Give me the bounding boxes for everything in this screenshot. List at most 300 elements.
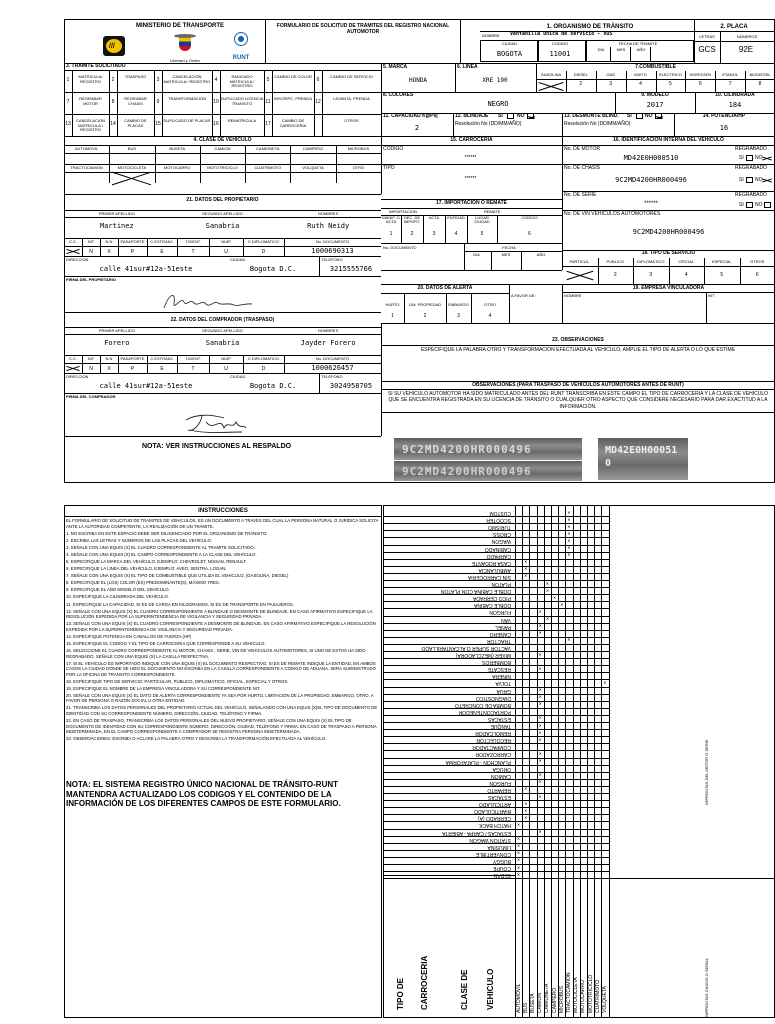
grid-line bbox=[529, 505, 530, 1018]
carroceria-mark[interactable]: ✕ bbox=[538, 687, 542, 692]
carroceria-row-label: SCOOTER bbox=[486, 517, 511, 524]
tramite-number: 17 bbox=[265, 121, 271, 127]
serie-value[interactable]: ****** bbox=[643, 201, 658, 207]
propietario-title: 21. DATOS DEL PROPIETARIO bbox=[186, 197, 259, 203]
desmonte-si-checkbox[interactable] bbox=[636, 113, 643, 119]
carroceria-mark[interactable]: ✕ bbox=[545, 580, 550, 586]
blindaje-no-checkbox[interactable] bbox=[527, 113, 534, 119]
comprador-telefono-label: TELEFONO bbox=[321, 374, 343, 379]
propietario-doc-type[interactable]: NIT bbox=[87, 239, 95, 244]
propietario-segundo-apellido[interactable]: Sanabria bbox=[205, 222, 240, 230]
placa-letras-value[interactable]: GCS bbox=[698, 45, 716, 54]
comprador-primer-apellido[interactable]: Forero bbox=[104, 339, 130, 347]
servicio-option[interactable]: DIPLOMÁTICO bbox=[636, 259, 665, 264]
potencia-title: 14. POTENCIA/HP bbox=[702, 113, 746, 119]
tramite-option[interactable]: TRANSFORMACION bbox=[168, 96, 206, 101]
import-grid bbox=[381, 215, 562, 243]
combustible-number: 5 bbox=[669, 81, 672, 87]
instruction-item: 13. SEÑALE CON UNA EQUIS (X) EL CUADRO CORRESPONDIENTE A DESMONTE DE BLINDAJE, EN CASO AFIRMATIVO ESPECIFIQUE LA RESOLUCIÓN EXPEDIDA POR LA SUPERINTENDENCIA DE VIGILANCIA Y SEGURIDAD PRIVADA. bbox=[66, 621, 376, 632]
motor-no-mark[interactable] bbox=[762, 155, 772, 161]
tramite-option[interactable]: DUPLICADO LICENCIA TRANSITO bbox=[220, 96, 264, 106]
ministry-logo: /// bbox=[103, 36, 125, 56]
grid-line bbox=[109, 70, 110, 136]
propietario-firma-label: FIRMA DEL PROPIETARIO bbox=[66, 277, 116, 282]
carroceria-mark[interactable]: ✕ bbox=[567, 537, 571, 543]
propietario-doc-type[interactable]: NUIP bbox=[221, 239, 231, 244]
propietario-nombres[interactable]: Ruth Neidy bbox=[307, 222, 350, 230]
carroceria-row-label: ESTACAS / CARPA - ABIERTA bbox=[442, 829, 511, 836]
motor-si: SI bbox=[739, 155, 744, 161]
carroceria-row-label: BIARTICULADO bbox=[474, 808, 511, 815]
organismo-fecha-label: FECHA DE TRAMITE bbox=[618, 41, 658, 46]
carroceria-mark[interactable]: ✕ bbox=[538, 665, 542, 671]
tramite-option[interactable]: MATRICULA/ REGISTRO bbox=[78, 74, 103, 84]
observaciones-traspaso-text: SI SU VEHICULO AUTOMOTOR HA SIDO MATRICULADO ANTES DEL RUNT TRANSCRIBA EN ESTE CAMPO EL TIPO DE CARROCERIA Y LA CLASE DE VEHICULO QUE SE ENCUENTRA REGISTRADA EN SU LICENCIA DE TRANSITO O CUALQUIER OTRO ASPECTO QUE CONSIDERE NECESARIO PARA DAR EXACTITUD A LA INFORMACIÓN. bbox=[387, 391, 769, 410]
carroceria-row-label: CONVERTIBLE bbox=[475, 850, 511, 857]
propietario-cc-mark[interactable] bbox=[66, 247, 80, 255]
grid-line bbox=[64, 114, 381, 115]
clase-option[interactable]: VOLQUETA bbox=[302, 165, 324, 170]
desmonte-no-checkbox[interactable] bbox=[655, 113, 662, 119]
carroceria-mark[interactable]: ✕ bbox=[524, 814, 528, 820]
servicio-number: 6 bbox=[755, 272, 759, 278]
carroceria-mark[interactable]: ✕ bbox=[567, 530, 571, 536]
grid-line bbox=[745, 71, 746, 92]
serie-si-checkbox[interactable] bbox=[746, 202, 753, 208]
propietario-ciudad[interactable]: Bogota D.C. bbox=[249, 265, 297, 273]
tramite-option[interactable]: RADICADO MATRICULA / REGISTRO bbox=[229, 74, 255, 89]
carroceria-title: 15. CARROCERIA bbox=[450, 137, 493, 143]
comprador-ciudad-label: CIUDAD bbox=[230, 374, 246, 379]
grid-line bbox=[558, 505, 559, 1018]
chasis-regrabado-label: REGRABADO bbox=[735, 165, 767, 171]
comprador-doc-type[interactable]: C.EXTRANJ. bbox=[150, 356, 174, 361]
tramite-number: 13 bbox=[65, 121, 71, 127]
organismo-ano-label: AÑO bbox=[636, 47, 646, 52]
carroceria-mark[interactable]: ✕ bbox=[567, 523, 571, 529]
blindaje-si-checkbox[interactable] bbox=[507, 113, 514, 119]
organismo-dia-label: DÍA bbox=[597, 47, 605, 52]
import-option[interactable]: ACTA bbox=[428, 215, 440, 220]
colores-value[interactable]: NEGRO bbox=[487, 100, 509, 108]
carroceria-row-label: LIMUSINA bbox=[487, 843, 511, 850]
carroceria-column-label: MICROBUS bbox=[558, 986, 565, 1013]
instruction-item: 1. NO ESCRIBA EN ESTE ESPACIO DEBE SER DILIGENCIADO POR EL ORGANISMO DE TRÁNSITO. bbox=[66, 530, 268, 536]
serie-no: NO bbox=[755, 202, 763, 208]
carroceria-row-label: NIÑERA bbox=[492, 673, 511, 680]
nota-reverso: NOTA: VER INSTRUCCIONES AL RESPALDO bbox=[142, 443, 292, 450]
carroceria-mark[interactable]: ✕ bbox=[567, 637, 571, 643]
comprador-doc-type[interactable]: No. DOCUMENTO bbox=[315, 356, 350, 361]
tramite-option[interactable]: TRASPASO bbox=[124, 74, 147, 79]
propietario-primer-apellido-label: PRIMER APELLIDO bbox=[98, 211, 135, 216]
propietario-primer-apellido[interactable]: Martinez bbox=[99, 222, 134, 230]
clase-option[interactable]: CAMIONETA bbox=[256, 146, 280, 151]
tramite-option[interactable]: CAMBIO DE SERVICIO bbox=[330, 74, 373, 79]
propietario-doc-type[interactable]: C.DIPLOMATICO bbox=[247, 239, 280, 244]
carroceria-mark[interactable]: ✕ bbox=[538, 608, 542, 614]
carroceria-row-label: DOBLE CABINA bbox=[474, 602, 511, 609]
tramite-option[interactable]: CANCELACION MATRICULA / REGISTRO bbox=[76, 118, 105, 133]
carroceria-mark[interactable]: ✕ bbox=[516, 857, 521, 863]
grid-line bbox=[580, 505, 581, 1018]
improntas-motor-label: IMPRONTAS DEL MOTOR O SERIE bbox=[704, 739, 709, 805]
import-number: 5 bbox=[480, 231, 484, 237]
clase-option[interactable]: CUATRIMOTO bbox=[254, 165, 282, 170]
propietario-doc-type[interactable]: T.IDENT. bbox=[185, 239, 201, 244]
tramite-option[interactable]: REGRABAR CHASIS bbox=[124, 96, 147, 106]
tramite-option[interactable]: CAMBIO DE PLACAS bbox=[124, 118, 147, 128]
grid-line bbox=[601, 505, 602, 1018]
combustible-option[interactable]: ELECTRICO bbox=[658, 72, 682, 77]
carroceria-row-label: DOBLE CABINA CON PLATON bbox=[440, 588, 511, 595]
alerta-option[interactable]: OTRO bbox=[484, 302, 496, 307]
modelo-title: 9. MODELO bbox=[641, 92, 669, 98]
carroceria-mark[interactable]: ✕ bbox=[552, 594, 557, 600]
comprador-cc-mark[interactable] bbox=[66, 364, 80, 372]
comprador-doc-type[interactable]: NUIP bbox=[221, 356, 231, 361]
tramite-number: 5 bbox=[266, 77, 270, 83]
combustible-number: 6 bbox=[698, 81, 702, 87]
grid-line bbox=[72, 70, 73, 136]
comprador-doc-type[interactable]: C.C. bbox=[69, 356, 77, 361]
comprador-doc-type[interactable]: PASAPORTE bbox=[120, 356, 145, 361]
tramite-number: 11 bbox=[265, 99, 271, 105]
grid-line bbox=[319, 256, 320, 276]
servicio-option[interactable]: OFICIAL bbox=[678, 259, 695, 264]
carroceria-mark[interactable]: ✕ bbox=[538, 722, 542, 728]
comprador-doc-type[interactable]: T.IDENT. bbox=[185, 356, 201, 361]
carroceria-column-label: MOTOTRICICLO bbox=[587, 974, 594, 1013]
motor-label: No. DE MOTOR bbox=[564, 146, 601, 152]
carroceria-row-label: CAÑERO bbox=[489, 630, 511, 637]
tramite-option[interactable]: DUPLICADO DE PLACAS bbox=[163, 118, 211, 123]
combustible-gasolina-mark[interactable] bbox=[538, 81, 564, 90]
alerta-option[interactable]: EMBARGO bbox=[448, 302, 469, 307]
desmonte-title: 13. DESMONTE BLIND. bbox=[564, 113, 619, 119]
motor-stencil-photo bbox=[598, 438, 688, 480]
grid-line bbox=[319, 373, 320, 393]
import-option[interactable]: DEC. DE IMPORT. bbox=[403, 215, 421, 225]
grid-line bbox=[154, 70, 155, 136]
carroceria-tipo-value[interactable]: ****** bbox=[464, 176, 477, 182]
comprador-documento[interactable]: 1000626457 bbox=[311, 364, 354, 372]
combustible-option[interactable]: BIODIESEL bbox=[749, 72, 771, 77]
propietario-segundo-apellido-label: SEGUNDO APELLIDO bbox=[202, 211, 243, 216]
runt-logo bbox=[228, 32, 254, 54]
chasis-label: No. DE CHASIS bbox=[564, 165, 601, 171]
comprador-nombres[interactable]: Jayder Forero bbox=[300, 339, 356, 347]
comprador-telefono[interactable]: 3024958705 bbox=[329, 382, 373, 390]
carroceria-mark[interactable]: ✕ bbox=[538, 750, 542, 756]
carroceria-mark[interactable]: ✕ bbox=[538, 758, 542, 763]
carroceria-row-label: PLATON bbox=[491, 581, 511, 587]
combustible-option[interactable]: ETANOL bbox=[722, 72, 739, 77]
propietario-telefono-label: TELEFONO bbox=[321, 257, 343, 262]
linea-value[interactable]: XRE 190 bbox=[482, 77, 508, 84]
potencia-value[interactable]: 16 bbox=[719, 124, 729, 132]
carroceria-mark[interactable]: ✕ bbox=[538, 623, 542, 629]
tipo-servicio-title: 18. TIPO DE SERVICIO bbox=[641, 250, 696, 256]
grid-line bbox=[587, 505, 588, 1018]
carroceria-mark[interactable]: ✕ bbox=[538, 651, 542, 657]
clase-option[interactable]: OTRO bbox=[352, 165, 365, 170]
grid-line bbox=[64, 92, 381, 93]
tramite-number: 1 bbox=[66, 77, 70, 83]
propietario-ciudad-label: CIUDAD bbox=[230, 257, 246, 262]
carroceria-row-label: FURGON bbox=[489, 609, 511, 616]
chasis-no: NO bbox=[755, 177, 763, 183]
carroceria-vehiculo-label: VEHICULO bbox=[486, 968, 495, 1010]
comprador-doc-type[interactable]: NIT bbox=[87, 356, 95, 361]
comprador-doc-type[interactable]: N.N bbox=[105, 356, 113, 361]
carroceria-mark[interactable]: ✕ bbox=[516, 821, 521, 827]
comprador-doc-letter: T bbox=[191, 366, 195, 372]
clase-option[interactable]: AUTOMOVIL bbox=[74, 146, 99, 151]
carroceria-mark[interactable]: ✕ bbox=[516, 843, 521, 849]
carroceria-mark[interactable]: ✕ bbox=[560, 601, 564, 607]
tramite-option[interactable]: INSCRIPC. PRENDA bbox=[273, 96, 312, 101]
propietario-doc-type[interactable]: C.EXTRANJ. bbox=[150, 239, 174, 244]
motor-regrabado-label: REGRABADO bbox=[735, 146, 767, 152]
alerta-option[interactable]: LIM. PROPIEDAD bbox=[408, 302, 442, 307]
import-option[interactable]: LUGAR CIUDAD bbox=[474, 215, 490, 225]
clase-option[interactable]: MOTOCARRO bbox=[164, 165, 191, 170]
carroceria-row-label: PICO CERRADA bbox=[472, 595, 511, 602]
grid-line bbox=[117, 70, 118, 136]
comprador-ciudad[interactable]: Bogota D.C. bbox=[249, 382, 297, 390]
carroceria-row-label: TANQUE bbox=[490, 723, 511, 729]
carroceria-mark[interactable]: ✕ bbox=[567, 552, 571, 558]
propietario-telefono[interactable]: 3215555766 bbox=[329, 265, 373, 273]
servicio-number: 2 bbox=[613, 272, 617, 278]
observaciones-traspaso-title: OBSERVACIONES (PARA TRASPASO DE VEHICULOS AUTOMOTORES ANTES DE RUNT) bbox=[472, 382, 684, 388]
carroceria-mark[interactable]: ✕ bbox=[524, 800, 528, 806]
alerta-option[interactable]: HURTO bbox=[385, 302, 400, 307]
instruction-item: 6. ESPECIFIQUE LA LINEA DEL VEHÍCULO. EJEMPLO: AVEO, SENTRA, LOGAN. bbox=[66, 566, 227, 572]
carroceria-mark[interactable]: ✕ bbox=[524, 786, 528, 792]
vin-label: No. DE VIN VEHICULOS AUTOMOTORES bbox=[564, 211, 661, 217]
coat-of-arms-icon bbox=[172, 34, 198, 58]
grid-line bbox=[562, 266, 775, 267]
import-number: 3 bbox=[432, 231, 436, 237]
tramite-option[interactable]: CANCELACION MATRICULA / REGISTRO bbox=[163, 74, 211, 84]
clase-option[interactable]: BUS bbox=[127, 146, 137, 151]
carroceria-mark[interactable]: ✕ bbox=[538, 630, 542, 636]
clase-option[interactable]: MICROBUS bbox=[347, 146, 370, 151]
alerta-title: 20. DATOS DE ALERTA bbox=[417, 285, 473, 291]
combustible-option[interactable]: MIXTO bbox=[634, 72, 647, 77]
tramite-option[interactable]: CAMBIO DE CARROCERIA bbox=[279, 118, 307, 128]
carroceria-table bbox=[383, 505, 775, 1018]
carroceria-codigo-value[interactable]: ****** bbox=[464, 155, 477, 161]
instruction-item: 9. ESPECIFIQUE EL AÑO MODELO DEL VEHÍCULO. bbox=[66, 587, 170, 593]
clase-option[interactable]: MOTOTRICICLO bbox=[207, 165, 238, 170]
comprador-doc-letter: E bbox=[160, 366, 164, 372]
servicio-option[interactable]: PUBLICO bbox=[606, 259, 625, 264]
carroceria-mark[interactable]: ✕ bbox=[516, 871, 521, 877]
carroceria-mark[interactable]: ✕ bbox=[524, 559, 528, 565]
clase-option[interactable]: CAMPERO bbox=[302, 146, 324, 151]
combustible-option[interactable]: DIESEL bbox=[573, 72, 588, 77]
modelo-value[interactable]: 2017 bbox=[646, 101, 664, 109]
instruction-item: 11. ESPECIFIQUE LA CAPACIDAD, SI ES DE CARGA EN KILOGRAMOS, SI ES DE TRANSPORTE EN PASAJEROS. bbox=[66, 601, 294, 607]
import-number: 6 bbox=[528, 231, 531, 237]
servicio-particular-mark[interactable] bbox=[566, 268, 594, 282]
marca-value[interactable]: HONDA bbox=[408, 77, 428, 84]
carroceria-column-label: AUTOMOVIL bbox=[515, 983, 522, 1013]
carroceria-row-label: RESCATE bbox=[487, 666, 511, 673]
tramite-option[interactable]: CAMBIO DE COLOR bbox=[274, 74, 312, 79]
alerta-number: 2 bbox=[423, 313, 427, 319]
motor-value[interactable]: MD42E0H000510 bbox=[623, 154, 679, 162]
chasis-si-checkbox[interactable] bbox=[746, 177, 753, 183]
servicio-option[interactable]: OTROS bbox=[750, 259, 765, 264]
organismo-nombre-value[interactable]: Ventanilla unica de servicio - VUS bbox=[510, 31, 613, 37]
capacidad-value[interactable]: 2 bbox=[414, 124, 420, 132]
logo-caption: Libertad y Orden bbox=[170, 58, 200, 63]
import-mes-label: MES bbox=[501, 252, 511, 257]
propietario-doc-type[interactable]: C.C. bbox=[69, 239, 77, 244]
comprador-doc-type[interactable]: C.DIPLOMATICO bbox=[247, 356, 280, 361]
comprador-direccion[interactable]: calle 41sur#12a-51este bbox=[99, 382, 193, 390]
clase-option[interactable]: CAMION bbox=[214, 146, 231, 151]
instruction-item: 17. SI EL VEHICULO ES IMPORTADO INDIQUE CON UNA EQUIS (X) EL DOCUMENTO RESPECTIVO, SI ES DE REMATE INDIQUE LA ENTIDAD, EN AMBOS CASOS LA CIUDAD DONDE SE HIZO EL DOCUMENTO NO ESCRIBA EN LA CASILLA CORRESPONDIENTE A CODIGO DE ADUANA. SERA SUMINISTRADO POR LA OFICINA DE TRANSITO CORRESPONDIENTE. bbox=[66, 660, 376, 677]
carroceria-mark[interactable]: ✕ bbox=[567, 516, 571, 522]
carroceria-row-label: CARROZADOR bbox=[475, 751, 511, 758]
grid-line bbox=[669, 258, 670, 284]
instruction-item: 23. OBSERVACIONES: ESCRIBA O ACLARE LA PALABRA OTRO Y DESCRIBA LA TRANSFORMACIÓN EFECTUADA AL VEHÍCULO. bbox=[66, 736, 327, 742]
tramite-option[interactable]: REMATRICULA bbox=[227, 118, 257, 123]
organismo-ciudad-value[interactable]: BOGOTA bbox=[496, 50, 523, 58]
organismo-mes-label: MES bbox=[616, 47, 626, 52]
serie-no-checkbox[interactable] bbox=[764, 202, 771, 208]
carroceria-mark[interactable]: ✕ bbox=[538, 701, 542, 707]
instruction-item: 14. ESPECIFIQUE POTENCIA EN CABALLOS DE FUERZA (HP) bbox=[66, 633, 192, 639]
propietario-doc-type[interactable]: N.N bbox=[105, 239, 113, 244]
owner-block bbox=[64, 210, 381, 292]
clase-option[interactable]: BUSETA bbox=[169, 146, 186, 151]
carroceria-mark[interactable]: ✕ bbox=[538, 829, 542, 834]
instruction-item: 12. SEÑALE CON UNA EQUIS (X) EL CUADRO CORRESPONDIENTE A BLINDAJE O DESMONTE DE BLINDAJE, EN CASO AFIRMATIVO ESPECIFIQUE LA RESOLUCIÓN EXPEDIDA POR LA SUPERINTENDENCIA DE VIGILANCIA Y SEGURIDAD PRIVADA. bbox=[66, 608, 373, 620]
carroceria-mark[interactable]: ✕ bbox=[567, 545, 571, 550]
carroceria-mark[interactable]: ✕ bbox=[538, 694, 542, 700]
combustible-number: 7 bbox=[728, 81, 732, 87]
carroceria-mark[interactable]: ✕ bbox=[538, 793, 542, 799]
combustible-option[interactable]: GASOLINA bbox=[540, 72, 562, 77]
carroceria-mark[interactable]: ✕ bbox=[538, 729, 542, 735]
grid-line bbox=[609, 505, 610, 1018]
carroceria-mark[interactable]: ✕ bbox=[567, 509, 571, 515]
propietario-doc-type[interactable]: No. DOCUMENTO bbox=[315, 239, 350, 244]
grid-line bbox=[536, 79, 775, 80]
propietario-direccion[interactable]: calle 41sur#12a-51este bbox=[99, 265, 193, 273]
carroceria-mark[interactable]: ✕ bbox=[524, 573, 528, 579]
cilindrada-value[interactable]: 184 bbox=[728, 101, 742, 109]
clase-motocicleta-mark[interactable] bbox=[111, 173, 152, 182]
carroceria-column-label: CUATRIMOTO bbox=[594, 979, 601, 1013]
grid-line bbox=[64, 217, 381, 218]
carroceria-mark[interactable]: ✕ bbox=[516, 836, 521, 842]
motor-si-checkbox[interactable] bbox=[746, 155, 753, 161]
carroceria-row-label: MIXER (MEZCLADORA) bbox=[455, 652, 511, 658]
carroceria-mark[interactable]: ✕ bbox=[538, 779, 542, 785]
clase-option[interactable]: TRACTOCAMION bbox=[70, 165, 103, 170]
placa-numeros-value[interactable]: 92E bbox=[738, 45, 754, 54]
combustible-option[interactable]: GAS bbox=[606, 72, 615, 77]
carroceria-row-label: TOLVA bbox=[495, 680, 511, 687]
chasis-stencil-photo-2 bbox=[394, 461, 582, 481]
placa-title: 2. PLACA bbox=[720, 24, 748, 30]
alert-grid bbox=[381, 293, 509, 323]
observaciones-title: 23. OBSERVACIONES bbox=[552, 337, 604, 343]
servicio-option[interactable]: ESPECIAL bbox=[711, 259, 732, 264]
carroceria-mark[interactable]: ✕ bbox=[538, 736, 542, 742]
alerta-favor-label: A FAVOR DE: bbox=[511, 293, 536, 298]
import-option[interactable]: CODIGO bbox=[521, 215, 538, 220]
chasis-si: SI bbox=[739, 177, 744, 183]
carroceria-mark[interactable]: ✕ bbox=[516, 850, 521, 856]
instruction-item: 8. ESPECIFIQUE EL (LOS) COLOR (ES) PREDOMINANTE(S), MÁXIMO TRES. bbox=[66, 580, 220, 586]
carroceria-mark[interactable]: ✕ bbox=[538, 715, 542, 721]
chasis-value[interactable]: 9C2MD4200HR000496 bbox=[615, 176, 687, 184]
tramite-option[interactable]: REGRABAR MOTOR bbox=[79, 96, 102, 106]
organismo-codigo-value[interactable]: 11001 bbox=[549, 50, 571, 58]
tramite-option[interactable]: OTROS bbox=[344, 118, 359, 123]
import-number: 2 bbox=[410, 231, 414, 237]
remate-label: REMATE bbox=[484, 209, 501, 214]
tramite-number: 6 bbox=[316, 77, 320, 83]
tramite-number: 14 bbox=[110, 121, 116, 127]
carroceria-column-label: BUS bbox=[522, 1002, 529, 1013]
chasis-no-mark[interactable] bbox=[762, 177, 772, 183]
comprador-segundo-apellido[interactable]: Sanabria bbox=[205, 339, 240, 347]
carroceria-carroceria-label: CARROCERIA bbox=[420, 955, 429, 1010]
carroceria-mark[interactable]: ✕ bbox=[545, 587, 550, 593]
carroceria-mark[interactable]: ✕ bbox=[545, 616, 550, 621]
grid-line bbox=[272, 70, 273, 136]
servicio-option[interactable]: PARTICUL. bbox=[569, 259, 591, 264]
import-option[interactable]: MANIF. O ACTA bbox=[382, 215, 400, 225]
combustible-number: 2 bbox=[579, 81, 583, 87]
servicio-number: 4 bbox=[684, 272, 688, 278]
carroceria-mark[interactable]: ✕ bbox=[538, 772, 542, 778]
clase-option[interactable]: MOTOCICLETA bbox=[117, 165, 147, 170]
comprador-doc-letter: U bbox=[224, 366, 228, 372]
instruction-item: 19. ESPECIFIQUE EL NOMBRE DE LA EMPRESA VINCULADORA Y SU CORRESPONDIENTE NIT. bbox=[66, 685, 261, 691]
carroceria-mark[interactable]: ✕ bbox=[603, 679, 607, 685]
propietario-doc-letter: P bbox=[130, 249, 135, 255]
identificacion-title: 16. IDENTIFICACION INTERNA DEL VEHICULO bbox=[613, 137, 724, 143]
carroceria-mark[interactable]: ✕ bbox=[516, 864, 521, 870]
propietario-doc-type[interactable]: PASAPORTE bbox=[120, 239, 145, 244]
tramite-number: 12 bbox=[315, 99, 321, 105]
carroceria-tipo-label: TIPO DE bbox=[396, 977, 405, 1010]
carroceria-mark[interactable]: ✕ bbox=[524, 566, 528, 572]
propietario-documento[interactable]: 1000690313 bbox=[311, 247, 354, 255]
carroceria-mark[interactable]: ✕ bbox=[524, 807, 528, 813]
tramite-option[interactable]: LEVANTA. PRENDA bbox=[333, 96, 370, 101]
organismo-nombre-label: NOMBRE bbox=[482, 33, 500, 38]
organismo-ciudad-label: CIUDAD bbox=[501, 41, 518, 46]
vin-value[interactable]: 9C2MD4200HR000496 bbox=[632, 228, 705, 236]
combustible-option[interactable]: HIDROGEN bbox=[689, 72, 712, 77]
observaciones-text[interactable]: ESPECIFIQUE LA PALABRA OTRO Y TRANSFORMACION EFECTUADA AL VEHICULO, AMPLIE EL TIPO DE ALERTA O LO QUE ESTIME bbox=[420, 347, 736, 353]
import-option[interactable]: ENTIDAD bbox=[447, 215, 465, 220]
instruction-item: 10. ESPECIFIQUE LA CILINDRADA DEL VEHÍCULO. bbox=[66, 594, 169, 600]
grid-line bbox=[626, 71, 627, 92]
grid-line bbox=[64, 153, 381, 154]
